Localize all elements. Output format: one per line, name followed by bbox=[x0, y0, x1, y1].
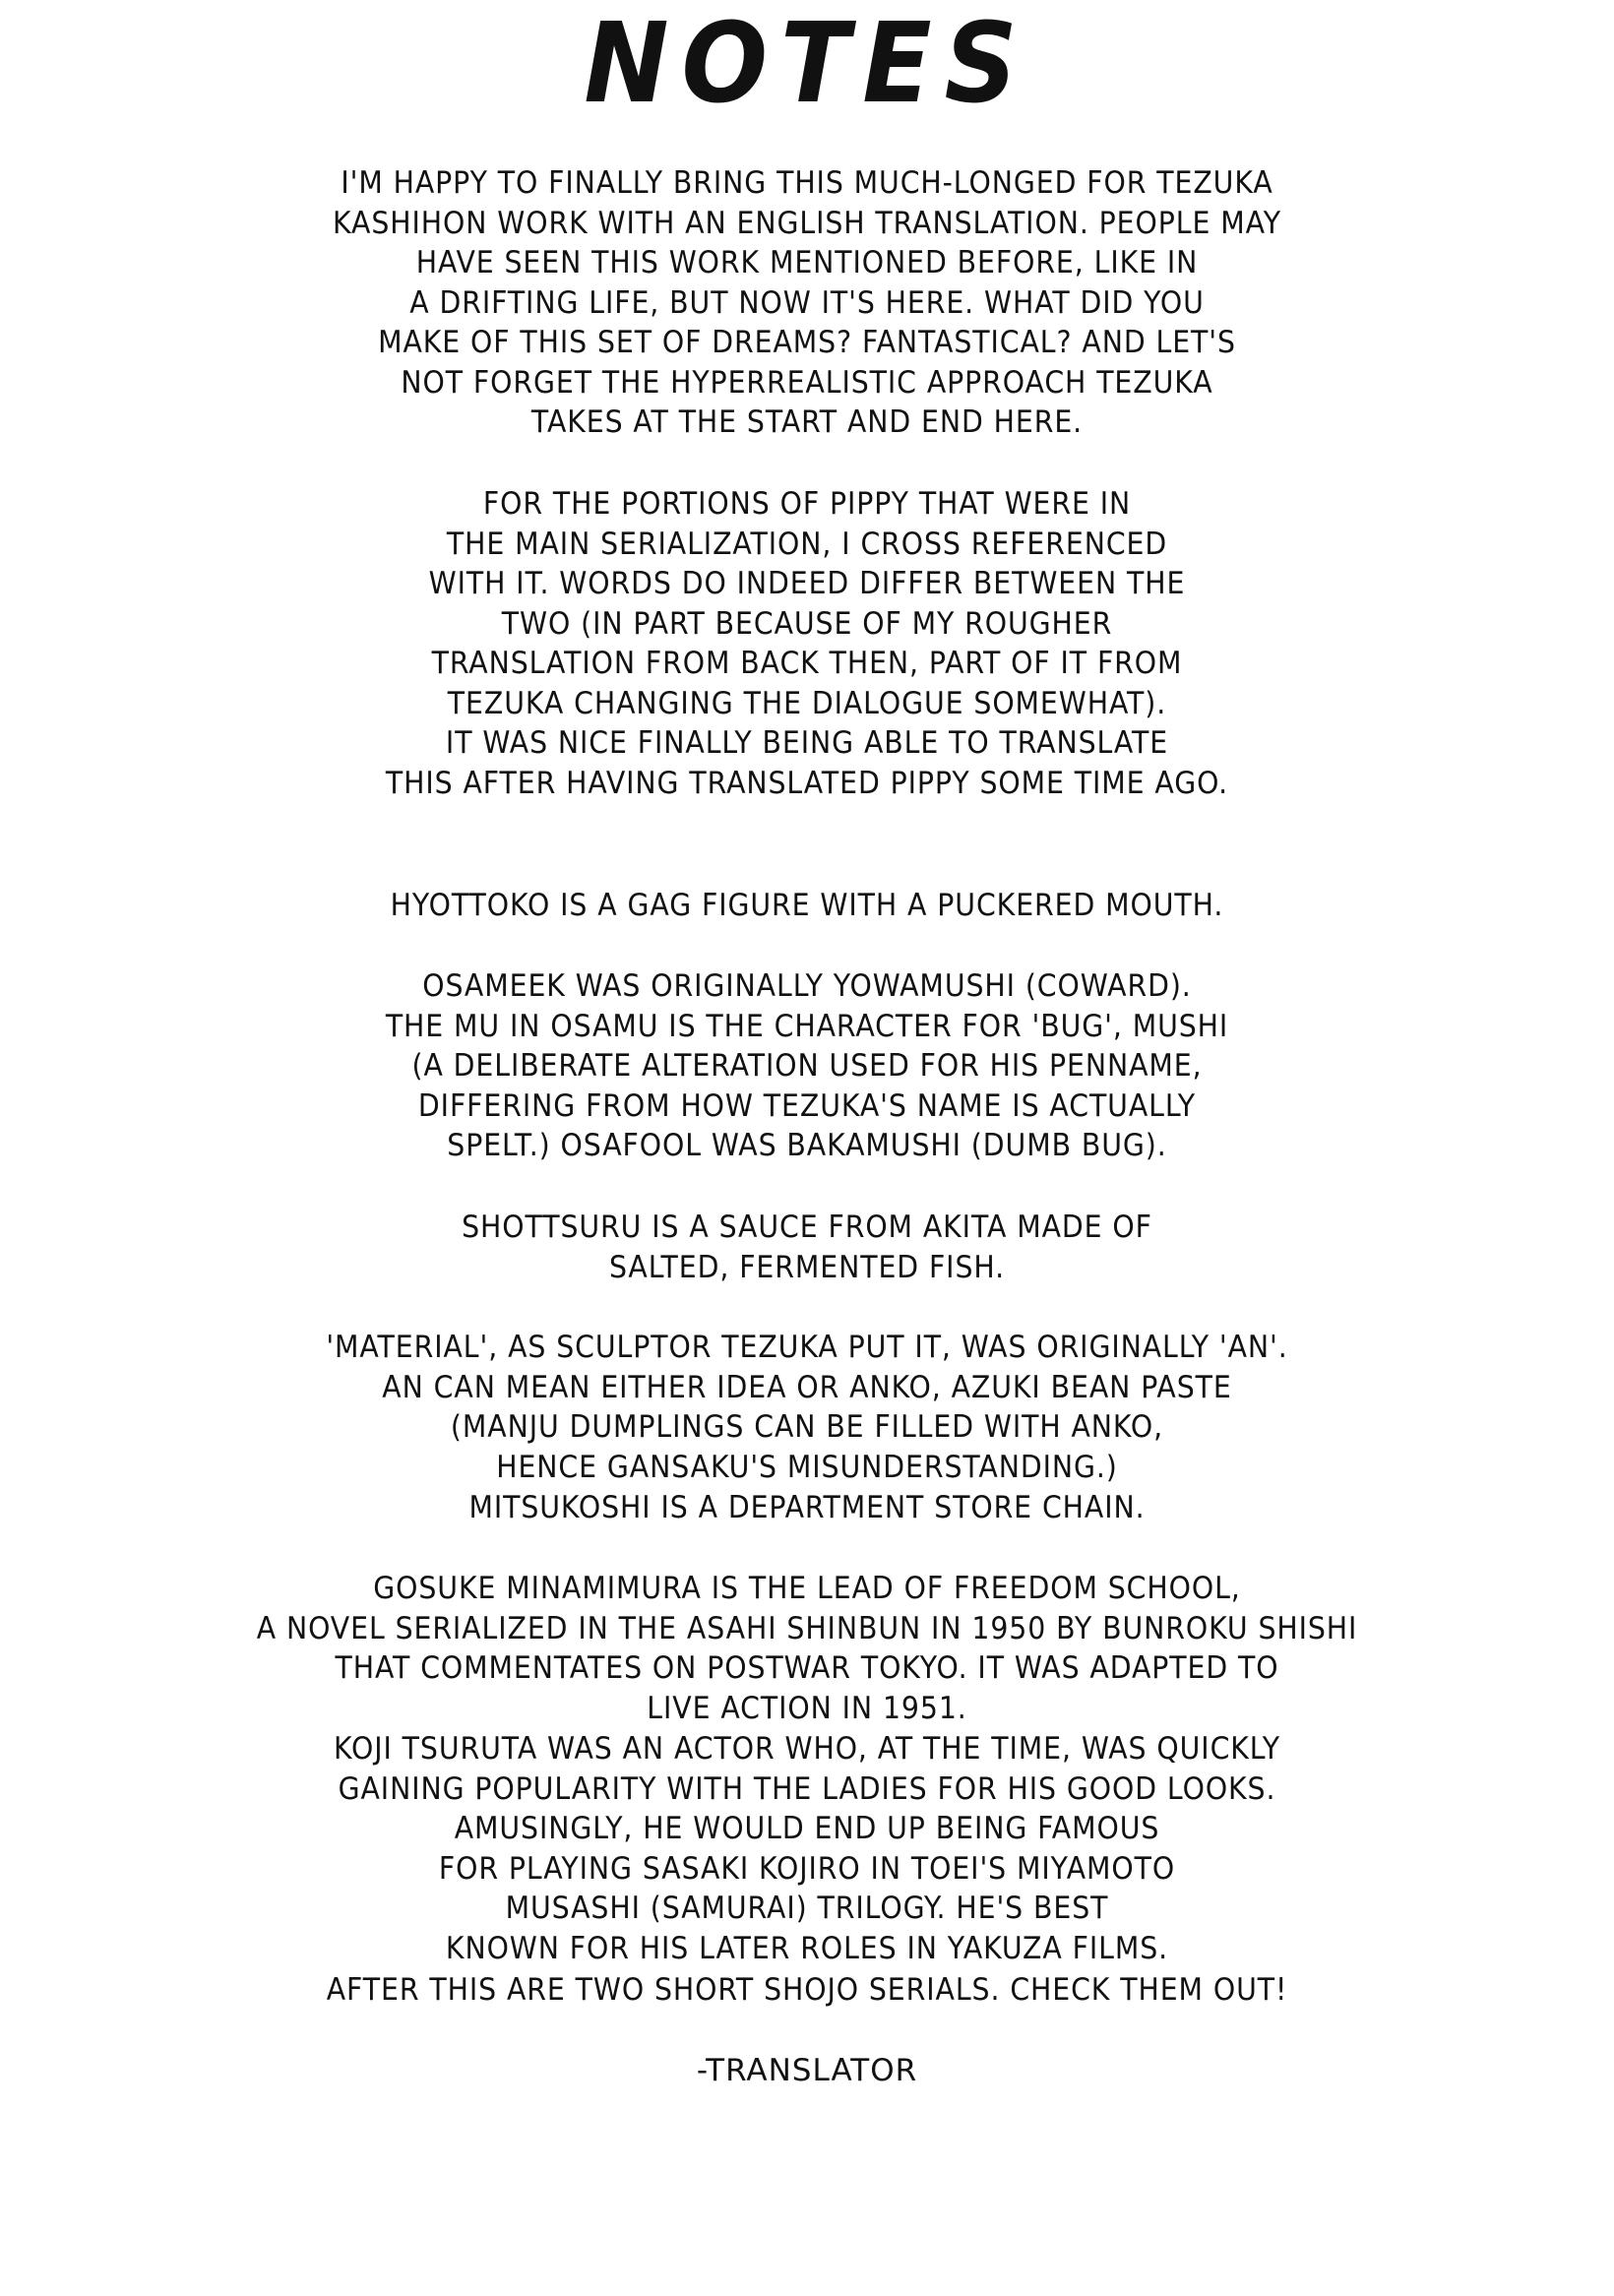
note-koji-tsuruta bbox=[0, 1729, 1614, 1968]
text-line: NOT FORGET THE HYPERREALISTIC APPROACH TEZUKA bbox=[401, 364, 1213, 401]
text-line: A NOVEL SERIALIZED IN THE ASAHI SHINBUN IN 1950 BY BUNROKU SHISHI bbox=[256, 1610, 1358, 1646]
text-line: THE MU IN OSAMU IS THE CHARACTER FOR 'BUG', MUSHI bbox=[385, 1008, 1229, 1044]
text-line: AFTER THIS ARE TWO SHORT SHOJO SERIALS. CHECK THEM OUT! bbox=[326, 1972, 1288, 2008]
text-line: HAVE SEEN THIS WORK MENTIONED BEFORE, LIKE IN bbox=[415, 245, 1199, 280]
text-line: MUSASHI (SAMURAI) TRILOGY. HE'S BEST bbox=[505, 1891, 1109, 1926]
text-line: A DRIFTING LIFE, BUT NOW IT'S HERE. WHAT DID YOU bbox=[409, 284, 1205, 321]
note-gosuke bbox=[0, 1569, 1614, 1728]
text-line: MITSUKOSHI IS A DEPARTMENT STORE CHAIN. bbox=[468, 1490, 1146, 1525]
text-line: KOJI TSURUTA WAS AN ACTOR WHO, AT THE TIME, WAS QUICKLY bbox=[334, 1731, 1280, 1767]
text-line: DIFFERING FROM HOW TEZUKA'S NAME IS ACTUALLY bbox=[417, 1087, 1197, 1124]
text-line: TWO (IN PART BECAUSE OF MY ROUGHER bbox=[501, 605, 1113, 642]
note-closing bbox=[0, 1970, 1614, 2011]
translator-signature: -TRANSLATOR bbox=[696, 2053, 918, 2088]
text-line: AMUSINGLY, HE WOULD END UP BEING FAMOUS bbox=[454, 1811, 1160, 1846]
note-hyottoko bbox=[0, 886, 1614, 926]
text-line: THIS AFTER HAVING TRANSLATED PIPPY SOME TIME AGO. bbox=[385, 765, 1229, 801]
text-line: THE MAIN SERIALIZATION, I CROSS REFERENCED bbox=[446, 526, 1168, 562]
text-line: SHOTTSURU IS A SAUCE FROM AKITA MADE OF bbox=[462, 1210, 1152, 1245]
text-line: GAINING POPULARITY WITH THE LADIES FOR HIS GOOD LOOKS. bbox=[338, 1770, 1276, 1807]
page-title: NOTES bbox=[584, 0, 1030, 128]
text-line: KNOWN FOR HIS LATER ROLES IN YAKUZA FILMS. bbox=[445, 1930, 1169, 1966]
text-line: TEZUKA CHANGING THE DIALOGUE SOMEWHAT). bbox=[447, 685, 1167, 721]
text-line: FOR PLAYING SASAKI KOJIRO IN TOEI'S MIYAMOTO bbox=[438, 1850, 1176, 1887]
text-line: (A DELIBERATE ALTERATION USED FOR HIS PENNAME, bbox=[411, 1048, 1203, 1084]
note-material bbox=[0, 1328, 1614, 1487]
text-line: 'MATERIAL', AS SCULPTOR TEZUKA PUT IT, WAS ORIGINALLY 'AN'. bbox=[326, 1330, 1288, 1365]
note-mitsukoshi bbox=[0, 1488, 1614, 1528]
text-line: HYOTTOKO IS A GAG FIGURE WITH A PUCKERED MOUTH. bbox=[390, 888, 1224, 923]
text-line: KASHIHON WORK WITH AN ENGLISH TRANSLATION. PEOPLE MAY bbox=[333, 205, 1281, 241]
text-line: IT WAS NICE FINALLY BEING ABLE TO TRANSLATE bbox=[445, 725, 1169, 761]
text-line: TRANSLATION FROM BACK THEN, PART OF IT FROM bbox=[431, 646, 1183, 681]
text-line: (MANJU DUMPLINGS CAN BE FILLED WITH ANKO, bbox=[450, 1409, 1164, 1445]
note-shottsuru bbox=[0, 1208, 1614, 1287]
note-intro bbox=[0, 163, 1614, 443]
text-line: WITH IT. WORDS DO INDEED DIFFER BETWEEN THE bbox=[428, 566, 1186, 601]
text-line: HENCE GANSAKU'S MISUNDERSTANDING.) bbox=[496, 1449, 1118, 1485]
text-line: FOR THE PORTIONS OF PIPPY THAT WERE IN bbox=[482, 486, 1132, 522]
text-line: SALTED, FERMENTED FISH. bbox=[608, 1249, 1006, 1285]
note-osameek bbox=[0, 966, 1614, 1166]
text-line: I'M HAPPY TO FINALLY BRING THIS MUCH-LONGED FOR TEZUKA bbox=[341, 165, 1273, 201]
note-pippy bbox=[0, 484, 1614, 803]
text-line: MAKE OF THIS SET OF DREAMS? FANTASTICAL? AND LET'S bbox=[378, 325, 1236, 360]
text-line: SPELT.) OSAFOOL WAS BAKAMUSHI (DUMB BUG). bbox=[447, 1128, 1167, 1163]
text-line: TAKES AT THE START AND END HERE. bbox=[530, 404, 1084, 440]
text-line: AN CAN MEAN EITHER IDEA OR ANKO, AZUKI BEAN PASTE bbox=[382, 1369, 1232, 1405]
text-line: THAT COMMENTATES ON POSTWAR TOKYO. IT WAS ADAPTED TO bbox=[335, 1650, 1279, 1686]
text-line: LIVE ACTION IN 1951. bbox=[647, 1690, 967, 1726]
text-line: GOSUKE MINAMIMURA IS THE LEAD OF FREEDOM SCHOOL, bbox=[373, 1571, 1241, 1606]
text-line: OSAMEEK WAS ORIGINALLY YOWAMUSHI (COWARD). bbox=[422, 968, 1192, 1004]
